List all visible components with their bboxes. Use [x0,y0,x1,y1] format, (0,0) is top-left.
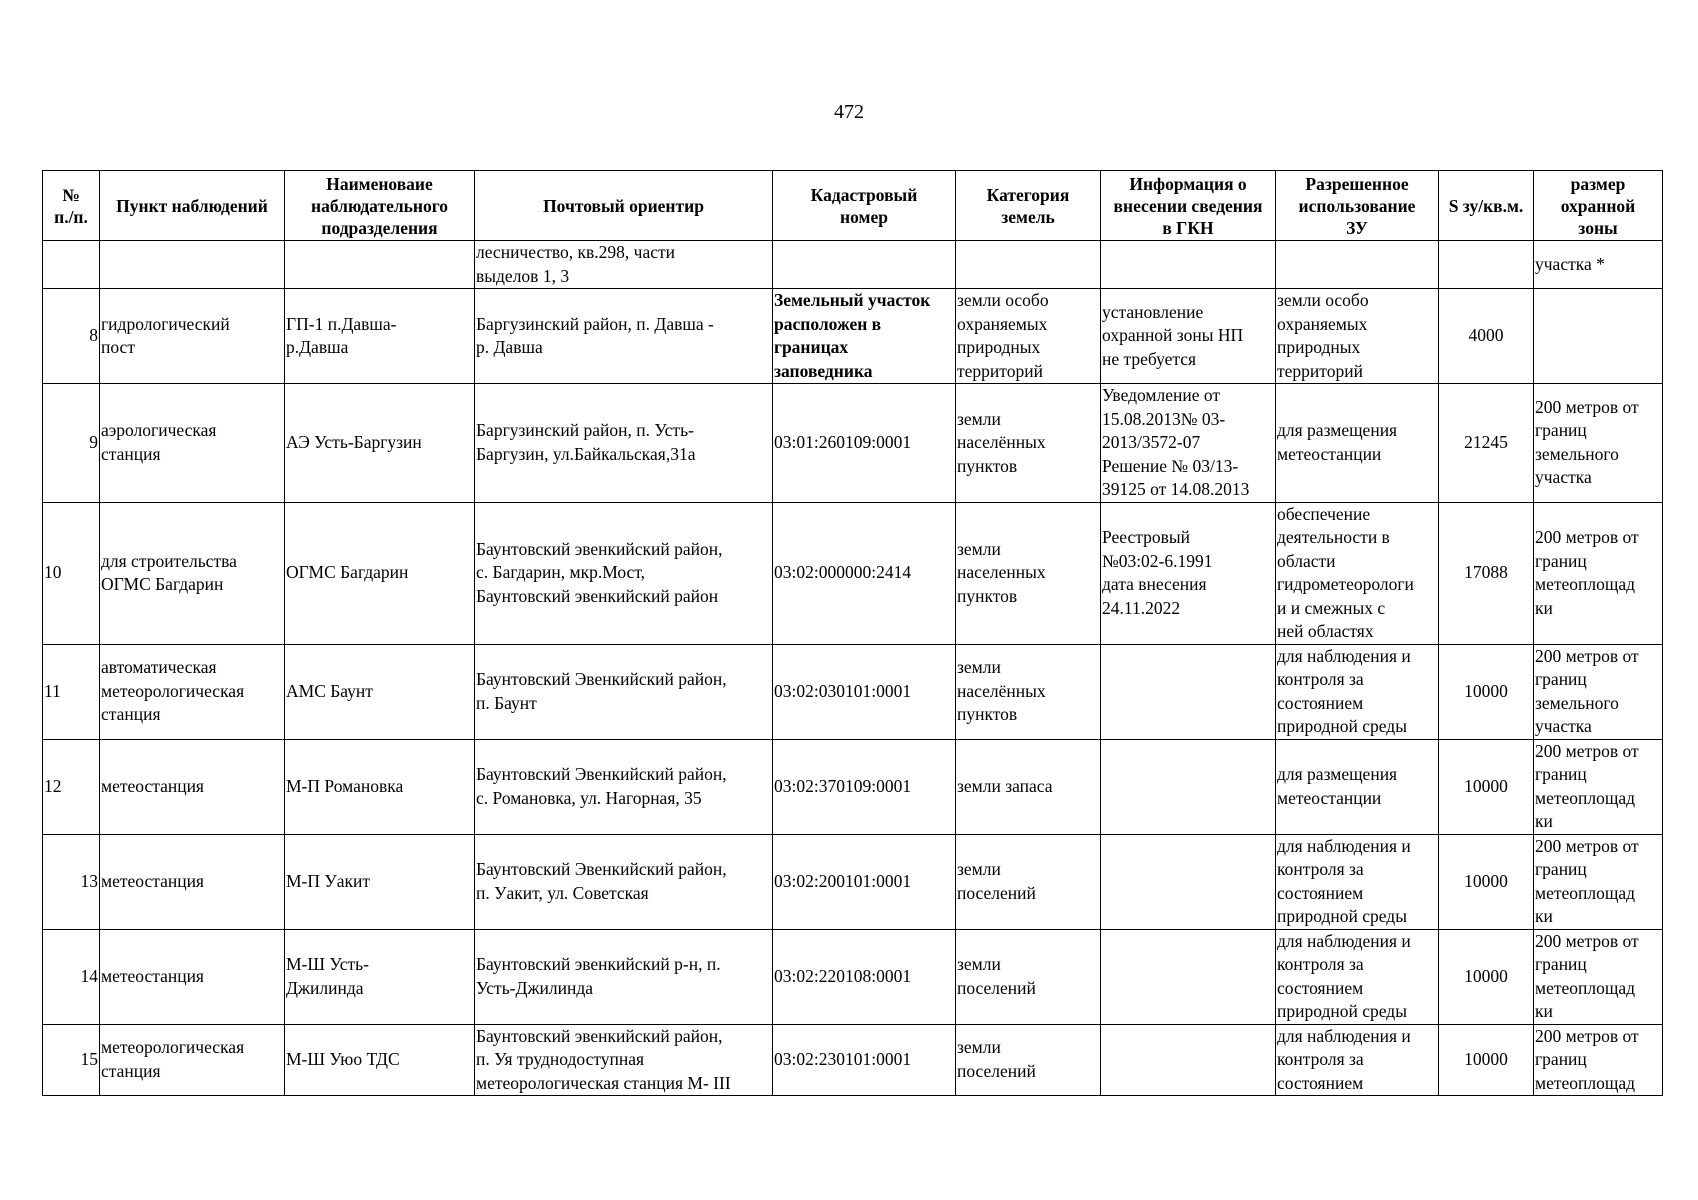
cell-cadastral: 03:02:200101:0001 [773,834,956,929]
cell-usage: для наблюдения и контроля за состоянием природной среды [1276,644,1439,739]
cell-cadastral: 03:01:260109:0001 [773,384,956,503]
cell-zone: 200 метров от границ метеоплощад ки [1534,929,1663,1024]
cell-division: АЭ Усть-Баргузин [285,384,475,503]
column-header-usage: Разрешенное использование ЗУ [1276,171,1439,241]
cell-area: 10000 [1439,1024,1534,1096]
cell-point: аэрологическая станция [100,384,285,503]
column-header-division: Наименоваие наблюдательного подразделения [285,171,475,241]
cell-category: земли населённых пунктов [956,384,1101,503]
cell-number: 13 [43,834,100,929]
cell-category: земли населённых пунктов [956,644,1101,739]
cell-division: АМС Баунт [285,644,475,739]
cell-area: 10000 [1439,739,1534,834]
table-row [43,834,1663,929]
column-header-gkn: Информация о внесении сведения в ГКН [1101,171,1276,241]
cell-category: земли запаса [956,739,1101,834]
cell-cadastral: Земельный участок расположен в границах заповедника [773,289,956,384]
cell-point: для строительства ОГМС Багдарин [100,502,285,644]
cell-address: Баунтовский Эвенкийский район, п. Баунт [475,644,773,739]
cell-address: Баргузинский район, п. Давша - р. Давша [475,289,773,384]
cell-category: земли поселений [956,834,1101,929]
cell-point [100,241,285,289]
cell-point: автоматическая метеорологическая станция [100,644,285,739]
cell-cadastral: 03:02:370109:0001 [773,739,956,834]
table-row [43,241,1663,289]
cell-usage: для наблюдения и контроля за состоянием [1276,1024,1439,1096]
cell-usage: для наблюдения и контроля за состоянием природной среды [1276,929,1439,1024]
cell-zone: 200 метров от границ метеоплощад ки [1534,739,1663,834]
cell-number [43,241,100,289]
cell-point: гидрологический пост [100,289,285,384]
cell-gkn [1101,929,1276,1024]
cell-zone: 200 метров от границ земельного участка [1534,644,1663,739]
table-header-row [43,171,1663,241]
cell-address: Баргузинский район, п. Усть- Баргузин, ул.Байкальская,31а [475,384,773,503]
cell-cadastral: 03:02:030101:0001 [773,644,956,739]
cell-zone: участка * [1534,241,1663,289]
cell-number: 8 [43,289,100,384]
column-header-point: Пункт наблюдений [100,171,285,241]
table-row [43,1024,1663,1096]
column-header-area: S зу/кв.м. [1439,171,1534,241]
cell-division: М-Ш Уюо ТДС [285,1024,475,1096]
cell-point: метеостанция [100,739,285,834]
cell-zone: 200 метров от границ метеоплощад [1534,1024,1663,1096]
observation-points-table [42,170,1663,1096]
cell-address: Баунтовский Эвенкийский район, п. Уакит, ул. Советская [475,834,773,929]
cell-area: 10000 [1439,644,1534,739]
cell-category [956,241,1101,289]
cell-area: 4000 [1439,289,1534,384]
cell-number: 11 [43,644,100,739]
table-row [43,289,1663,384]
table-row [43,384,1663,503]
cell-division: М-Ш Усть- Джилинда [285,929,475,1024]
cell-gkn [1101,241,1276,289]
cell-usage: обеспечение деятельности в области гидрометеорологи и и смежных с ней областях [1276,502,1439,644]
cell-address: лесничество, кв.298, части выделов 1, 3 [475,241,773,289]
cell-point: метеостанция [100,929,285,1024]
cell-gkn [1101,739,1276,834]
cell-usage: для наблюдения и контроля за состоянием природной среды [1276,834,1439,929]
cell-address: Баунтовский эвенкийский район, с. Багдарин, мкр.Мост, Баунтовский эвенкийский район [475,502,773,644]
cell-area: 10000 [1439,834,1534,929]
cell-zone: 200 метров от границ метеоплощад ки [1534,502,1663,644]
cell-category: земли поселений [956,1024,1101,1096]
cell-gkn: Реестровый №03:02-6.1991 дата внесения 24.11.2022 [1101,502,1276,644]
cell-cadastral: 03:02:230101:0001 [773,1024,956,1096]
cell-zone: 200 метров от границ земельного участка [1534,384,1663,503]
cell-number: 15 [43,1024,100,1096]
table-row [43,502,1663,644]
cell-point: метеорологическая станция [100,1024,285,1096]
column-header-address: Почтовый ориентир [475,171,773,241]
cell-zone: 200 метров от границ метеоплощад ки [1534,834,1663,929]
cell-area [1439,241,1534,289]
table-row [43,644,1663,739]
cell-category: земли особо охраняемых природных территорий [956,289,1101,384]
cell-gkn [1101,834,1276,929]
cell-address: Баунтовский эвенкийский р-н, п. Усть-Джилинда [475,929,773,1024]
cell-area: 21245 [1439,384,1534,503]
cell-address: Баунтовский Эвенкийский район, с. Романовка, ул. Нагорная, 35 [475,739,773,834]
cell-division [285,241,475,289]
cell-area: 10000 [1439,929,1534,1024]
cell-cadastral: 03:02:220108:0001 [773,929,956,1024]
cell-gkn: установление охранной зоны НП не требуется [1101,289,1276,384]
cell-number: 9 [43,384,100,503]
cell-gkn [1101,644,1276,739]
column-header-number: № п./п. [43,171,100,241]
cell-division: М-П Уакит [285,834,475,929]
table-row [43,739,1663,834]
cell-category: земли поселений [956,929,1101,1024]
cell-area: 17088 [1439,502,1534,644]
cell-usage: для размещения метеостанции [1276,384,1439,503]
cell-address: Баунтовский эвенкийский район, п. Уя труднодоступная метеорологическая станция М- III [475,1024,773,1096]
cell-usage [1276,241,1439,289]
cell-division: ОГМС Багдарин [285,502,475,644]
page-number: 472 [834,101,864,123]
cell-number: 12 [43,739,100,834]
cell-point: метеостанция [100,834,285,929]
cell-usage: земли особо охраняемых природных территорий [1276,289,1439,384]
cell-gkn [1101,1024,1276,1096]
cell-cadastral [773,241,956,289]
table-row [43,929,1663,1024]
cell-category: земли населенных пунктов [956,502,1101,644]
column-header-cadastral: Кадастровый номер [773,171,956,241]
cell-division: ГП-1 п.Давша- р.Давша [285,289,475,384]
cell-cadastral: 03:02:000000:2414 [773,502,956,644]
cell-zone [1534,289,1663,384]
cell-gkn: Уведомление от 15.08.2013№ 03- 2013/3572-07 Решение № 03/13- 39125 от 14.08.2013 [1101,384,1276,503]
column-header-zone: размер охранной зоны [1534,171,1663,241]
cell-number: 10 [43,502,100,644]
cell-number: 14 [43,929,100,1024]
column-header-category: Категория земель [956,171,1101,241]
cell-usage: для размещения метеостанции [1276,739,1439,834]
cell-division: М-П Романовка [285,739,475,834]
